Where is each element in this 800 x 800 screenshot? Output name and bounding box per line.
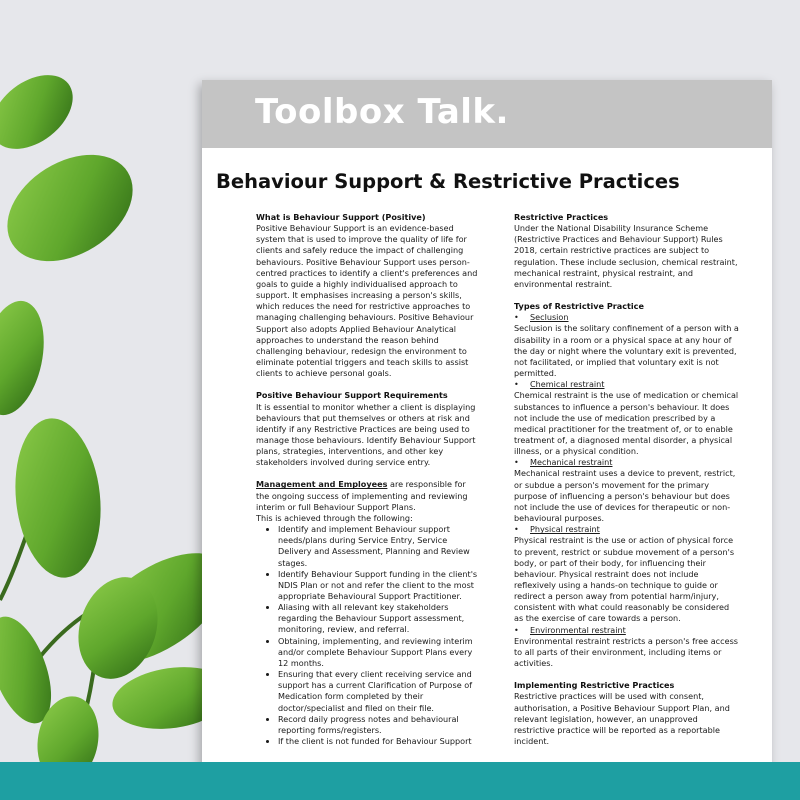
responsibility-lead: Management and Employees <box>256 479 388 490</box>
type-name: • Environmental restraint <box>514 625 739 636</box>
list-intro: This is achieved through the following: <box>256 512 413 523</box>
type-name: • Seclusion <box>514 312 739 323</box>
type-description: Environmental restraint restricts a person's free access to all parts of their environment, including items or activities. <box>514 635 738 669</box>
document-page <box>202 80 772 780</box>
footer-bar <box>0 762 800 800</box>
section-heading: Implementing Restrictive Practices <box>514 680 675 691</box>
right-column <box>514 212 739 747</box>
type-name: • Mechanical restraint <box>514 457 739 468</box>
banner <box>202 80 772 148</box>
section-body: Positive Behaviour Support is an evidence-based system that is used to improve the quality of life for clients and safely reduce the impact of challenging behaviours. Positive Behaviour Support uses person-centred practices to identify a client's preferences and goals to guide a highly individualised approach to support. It emphasises increasing a person's skills, which reduces the need for restrictive approaches to managing challenging behaviours. Positive Behaviour Support also adopts Applied Behaviour Analytical approaches to understand the reason behind challenging behaviour, redesign the environment to eliminate potential triggers and teach skills to assist clients to achieve personal goals. <box>256 223 478 379</box>
section-heading: Positive Behaviour Support Requirements <box>256 390 448 401</box>
section-heading: Types of Restrictive Practice <box>514 301 644 312</box>
section-body: Under the National Disability Insurance Scheme (Restrictive Practices and Behaviour Support) Rules 2018, certain restrictive practices are subject to regulation. These include seclusion, chemical restraint, mechanical restraint, physical restraint, and environmental restraint. <box>514 223 738 289</box>
section-body: It is essential to monitor whether a client is displaying behaviours that put themselves or others at risk and identify if any Restrictive Practices are being used to manage those behaviours. Identify Behaviour Support plans, strategies, interventions, and other key stakeholders involved during service entry. <box>256 401 476 468</box>
section-body: Restrictive practices will be used with consent, authorisation, a Positive Behaviour Support Plan, and relevant legislation, however, an unapproved restrictive practice will be reported as a reportable incident. <box>514 691 730 747</box>
banner-title: Toolbox Talk. <box>255 92 509 132</box>
list-item: • Identify and implement Behaviour support needs/plans during Service Entry, Service Delivery and Assessment, Planning and Review stages. <box>278 524 481 569</box>
type-description: Mechanical restraint uses a device to prevent, restrict, or subdue a person's movement for the primary purpose of influencing a person's behaviour but does not include the use of devices for therapeutic or non-behavioural purposes. <box>514 468 736 524</box>
type-description: Physical restraint is the use or action of physical force to prevent, restrict or subdue movement of a person's body, or part of their body, for influencing their behaviour. Physical restraint does not include reflexively using a hands-on technique to guide or redirect a person away from potential harm/injury, consistent with what could reasonably be considered as the exercise of care towards a person. <box>514 535 735 624</box>
responsibility-list <box>256 524 481 747</box>
type-description: Chemical restraint is the use of medication or chemical substances to influence a person's behaviour. It does not include the use of medication prescribed by a medical practitioner for the treatment of, or to enable treatment of, a diagnosed mental disorder, a physical illness, or a physical condition. <box>514 390 739 457</box>
document-title: Behaviour Support & Restrictive Practices <box>216 170 680 193</box>
type-name: • Physical restraint <box>514 524 739 535</box>
list-item: • Ensuring that every client receiving service and support has a current Clarification of Purpose of Medication form completed by their doctor/specialist and filed on their file. <box>278 669 481 714</box>
list-item: • Record daily progress notes and behavioural reporting forms/registers. <box>278 714 481 736</box>
list-item: • If the client is not funded for Behaviour Support <box>278 736 481 747</box>
responsibility-paragraph <box>256 479 481 512</box>
section-heading: Restrictive Practices <box>514 212 609 222</box>
list-item: • Aliasing with all relevant key stakeholders regarding the Behaviour Support assessment, monitoring, review, and referral. <box>278 602 481 635</box>
section-heading: What is Behaviour Support (Positive) <box>256 212 426 222</box>
type-name: • Chemical restraint <box>514 379 739 390</box>
left-column <box>256 212 481 747</box>
list-item: • Identify Behaviour Support funding in the client's NDIS Plan or not and refer the client to the most appropriate Behavioural Support Practitioner. <box>278 569 481 602</box>
list-item: • Obtaining, implementing, and reviewing interim and/or complete Behaviour Support Plans every 12 months. <box>278 636 481 669</box>
type-description: Seclusion is the solitary confinement of a person with a disability in a room or a physical space at any hour of the day or night where the voluntary exit is prevented, not facilitated, or implied that voluntary exit is not permitted. <box>514 323 739 379</box>
responsibility-text: are responsible for the ongoing success of implementing and reviewing interim or full Behaviour Support Plans. <box>256 479 468 512</box>
